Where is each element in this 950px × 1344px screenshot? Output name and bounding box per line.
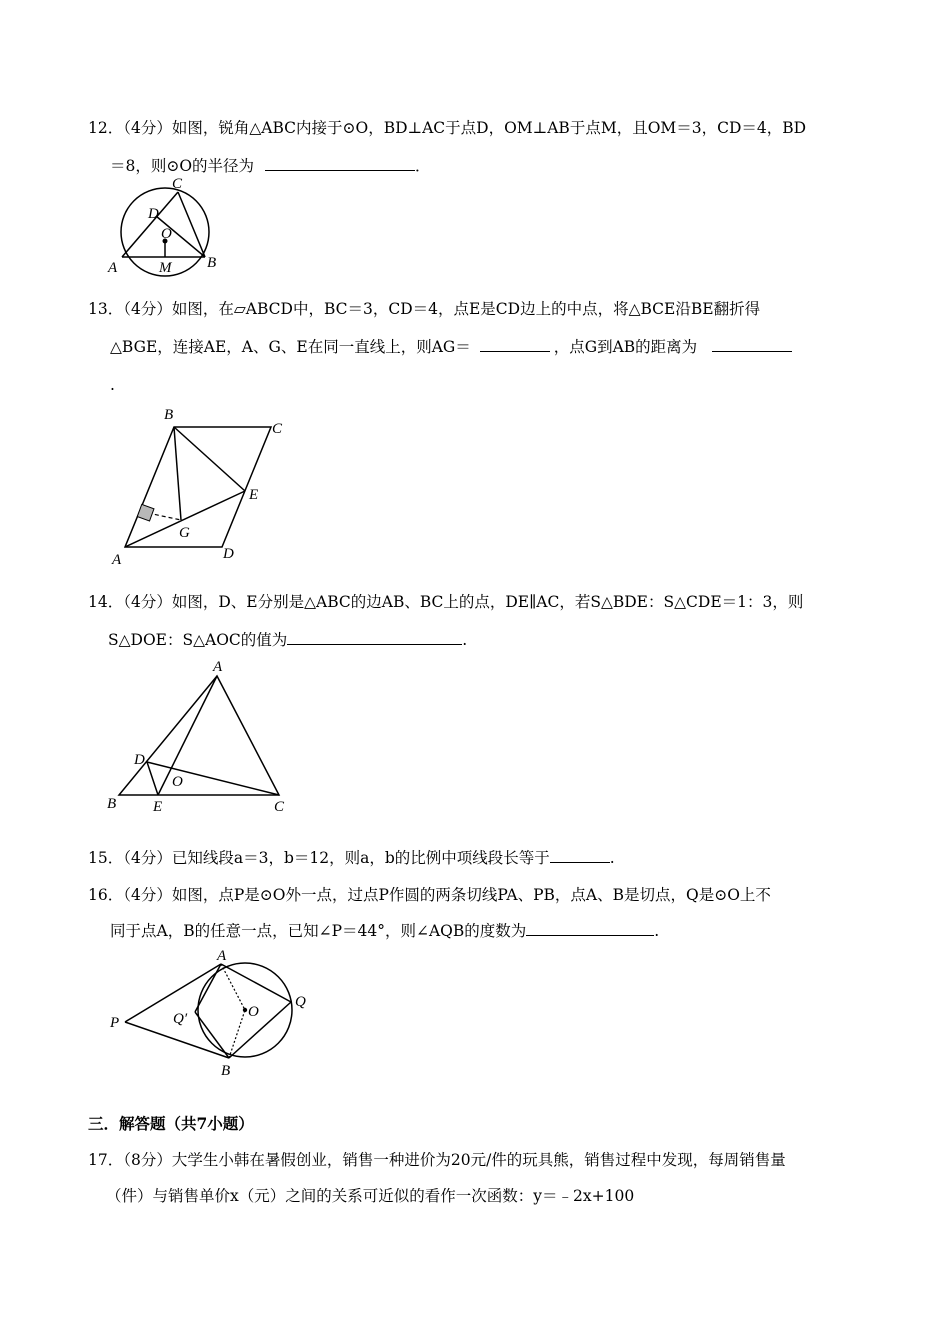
q14-triangle-ABC (119, 676, 279, 795)
q12-number: 12． (88, 119, 124, 137)
q16-end: . (654, 922, 660, 940)
q14-score: （4分） (123, 593, 172, 611)
q14-label-A: A (213, 659, 223, 675)
q12-label-O: O (161, 226, 172, 242)
q15-end: . (609, 849, 615, 867)
q16-figure (105, 950, 315, 1080)
q13-answer-blank-2[interactable] (712, 337, 792, 352)
q13-text-line1: 如图，在▱ABCD中，BC＝3，CD＝4，点E是CD边上的中点，将△BCE沿BE翻折得 (171, 300, 761, 318)
q13-answer-blank-1[interactable] (480, 337, 550, 352)
q14-label-E: E (153, 799, 163, 815)
q12-score: （4分） (123, 119, 172, 137)
q13-score: （4分） (123, 300, 172, 318)
q15-score: （4分） (123, 849, 172, 867)
q14-answer-blank[interactable] (287, 630, 462, 645)
q16-tangent-PB (125, 1022, 229, 1058)
q17-text-line1: 大学生小韩在暑假创业，销售一种进价为20元/件的玩具熊，销售过程中发现，每周销售量 (171, 1151, 786, 1169)
q15-line (88, 848, 615, 868)
q12-label-A: A (108, 260, 118, 276)
q13-number: 13． (88, 300, 124, 318)
q14-line2 (108, 630, 467, 650)
q14-label-B: B (107, 796, 117, 812)
q12-label-C: C (172, 176, 183, 192)
q12-answer-blank[interactable] (265, 156, 415, 171)
q12-label-B: B (207, 255, 217, 271)
q13-figure (108, 405, 298, 568)
q15-number: 15． (88, 849, 124, 867)
q17-line1 (88, 1150, 786, 1170)
q13-line3 (110, 375, 115, 395)
q16-label-A: A (217, 948, 227, 964)
q17-text-line2: （件）与销售单价x（元）之间的关系可近似的看作一次函数：y＝﹣2x+100 (106, 1187, 635, 1205)
q14-label-D: D (134, 752, 145, 768)
q12-label-M: M (159, 260, 172, 276)
q16-number: 16． (88, 886, 124, 904)
q13-text-line2b: ，点G到AB的距离为 (553, 338, 698, 356)
q16-text-line1: 如图，点P是⊙O外一点，过点P作圆的两条切线PA、PB，点A、B是切点，Q是⊙O上不 (171, 886, 771, 904)
q16-text-line2: 同于点A，B的任意一点，已知∠P＝44°，则∠AQB的度数为 (110, 922, 527, 940)
q15-answer-blank[interactable] (550, 848, 610, 863)
q12-line1 (88, 118, 806, 138)
q12-text-line1: 如图，锐角△ABC内接于⊙O，BD⊥AC于点D，OM⊥AB于点M，且OM＝3，CD＝4，BD (171, 119, 807, 137)
q16-line2 (110, 921, 659, 941)
q16-segment-BQ2 (195, 1012, 229, 1058)
q15-text: 已知线段a＝3，b＝12，则a，b的比例中项线段长等于 (171, 849, 550, 867)
q13-label-A: A (112, 552, 122, 568)
q14-label-C: C (274, 799, 285, 815)
q13-segment-BG (174, 427, 181, 520)
q16-label-B: B (221, 1063, 231, 1079)
q12-label-D: D (148, 206, 159, 222)
section3-heading: 三．解答题（共7小题） (88, 1114, 254, 1133)
q14-end: . (462, 631, 468, 649)
q16-label-Q: Q (295, 994, 306, 1010)
q13-segment-BE (174, 427, 245, 491)
q14-figure (105, 658, 295, 818)
q12-figure (100, 176, 230, 280)
q13-dashed-perpendicular (148, 513, 181, 520)
q17-score: （8分） (123, 1151, 172, 1169)
q16-center-dot (243, 1008, 247, 1012)
q13-text-line3: . (110, 376, 115, 394)
q14-line1 (88, 592, 803, 612)
q13-right-angle-mark (137, 504, 154, 521)
q12-end: ． (415, 157, 431, 175)
q17-number: 17． (88, 1151, 124, 1169)
q14-text-line2a: S△DOE：S△AOC的值为 (108, 631, 288, 649)
q13-text-line2a: △BGE，连接AE，A、G、E在同一直线上，则AG＝ (110, 338, 471, 356)
q13-line2 (110, 337, 792, 357)
q13-label-E: E (249, 487, 259, 503)
q13-label-B: B (164, 407, 174, 423)
q16-label-O: O (248, 1004, 259, 1020)
q12-segment-BC (178, 192, 205, 257)
q16-line1 (88, 885, 771, 905)
q13-label-C: C (272, 421, 283, 437)
q16-answer-blank[interactable] (526, 921, 654, 936)
q13-label-D: D (223, 546, 234, 562)
q12-segment-AC (122, 192, 178, 257)
q14-segment-DE (147, 762, 158, 795)
q14-text-line1: 如图，D、E分别是△ABC的边AB、BC上的点，DE∥AC，若S△BDE：S△CDE＝1：3，则 (171, 593, 804, 611)
q16-label-Q2: Q′ (173, 1011, 188, 1027)
q17-line2 (106, 1186, 634, 1206)
q16-score: （4分） (123, 886, 172, 904)
q13-line1 (88, 299, 760, 319)
q12-text-line2: ＝8，则⊙O的半径为 (110, 157, 255, 175)
q14-number: 14． (88, 593, 124, 611)
q16-label-P: P (110, 1015, 120, 1031)
q14-label-O: O (172, 774, 183, 790)
q12-line2 (110, 156, 431, 176)
q13-label-G: G (179, 525, 190, 541)
